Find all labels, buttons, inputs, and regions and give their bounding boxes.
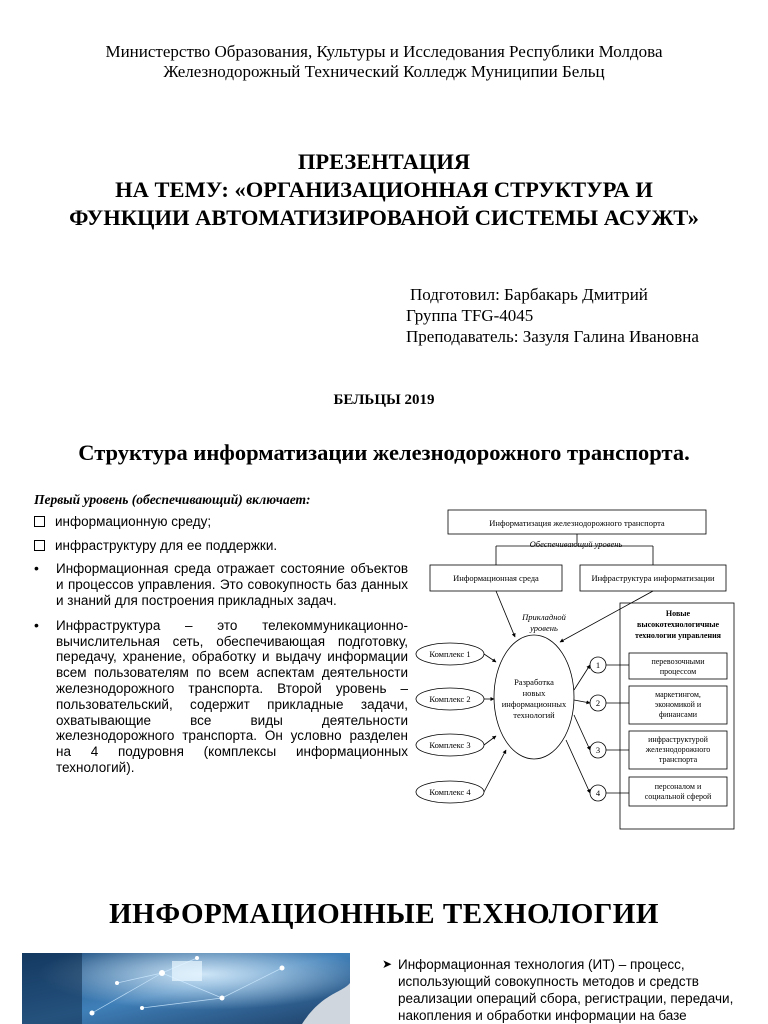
tech-box-label: социальной сферой (644, 792, 712, 801)
number-label: 2 (595, 698, 601, 708)
presentation-title (0, 148, 768, 232)
square-list-item (34, 538, 408, 554)
ministry-header (0, 42, 768, 82)
tech-box-label: транспорта (658, 755, 698, 764)
title-line: НА ТЕМУ: «ОРГАНИЗАЦИОННАЯ СТРУКТУРА И (115, 177, 653, 202)
slide2-title: Структура информатизации железнодорожного транспорта. (78, 440, 690, 465)
diagram-top-label: Информатизация железнодорожного транспорта (489, 518, 665, 528)
complex-label: Комплекс 1 (429, 649, 471, 659)
author-block (406, 284, 699, 347)
tech-box-label: процессом (659, 667, 697, 676)
complex-label: Комплекс 3 (429, 740, 471, 750)
square-item-text: информационную среду; (55, 513, 212, 529)
arrow-bullet-icon: ➤ (382, 957, 393, 971)
complex-label: Комплекс 2 (429, 694, 471, 704)
bullet-text: Информационная среда отражает состояние объектов и процессов управления. Это совокупность баз данных и знаний для построения прикладных задач. (56, 561, 408, 608)
diagram-level2-label: уровень (530, 623, 558, 633)
new-tech-title: технологии управления (634, 631, 722, 640)
teacher-line: Преподаватель: Зазуля Галина Ивановна (406, 327, 699, 346)
tech-box-label: персоналом и (654, 782, 702, 791)
checkbox-square-icon (34, 516, 45, 527)
number-label: 1 (595, 660, 601, 670)
tech-box-label: железнодорожного (645, 745, 711, 754)
number-label: 3 (595, 745, 601, 755)
checkbox-square-icon (34, 540, 45, 551)
tech-box-label: инфраструктурой (648, 735, 708, 744)
bullet-dot-icon: • (34, 616, 39, 633)
informatization-diagram (410, 500, 746, 830)
bullet-item (34, 561, 408, 608)
title-line: ПРЕЗЕНТАЦИЯ (297, 149, 471, 174)
group-line: Группа TFG-4045 (406, 306, 534, 325)
square-list-item (34, 514, 408, 530)
tech-box-label: маркетингом, (655, 690, 701, 699)
new-tech-title: Новые (665, 609, 691, 618)
network-technology-image (22, 953, 350, 1024)
ministry-line: Министерство Образования, Культуры и Исследования Республики Молдова (105, 42, 663, 61)
center-label: Разработка (514, 677, 554, 687)
tech-box-label: финансами (658, 710, 698, 719)
bullet-item (34, 618, 408, 776)
complex-label: Комплекс 4 (429, 787, 471, 797)
it-definition (382, 956, 747, 1024)
author-line: Подготовил: Барбакарь Дмитрий (410, 285, 648, 304)
number-label: 4 (595, 788, 601, 798)
city-year: БЕЛЬЦЫ 2019 (333, 392, 435, 408)
first-level-heading: Первый уровень (обеспечивающий) включает: (34, 492, 311, 507)
new-tech-title: высокотехнологичные (637, 620, 719, 629)
bullet-text: Инфраструктура – это телекоммуникационно-вычислительная сеть, обеспечивающая подготовку, передачу, хранение, обработку и выдачу информации всем пользователям по всем аспектам деятельности железнодорожного транспорта. Второй уровень – пользовательский, содержит прикладные задачи, охватывающие все виды деятельности железнодорожного транспорта. Он условно разделен на 4 подуровня (комплексы информационных технологий). (56, 617, 408, 775)
slide3-title: ИНФОРМАЦИОННЫЕ ТЕХНОЛОГИИ (109, 898, 659, 930)
bullet-dot-icon: • (34, 560, 39, 577)
it-definition-text: Информационная технология (ИТ) – процесс, использующий совокупность методов и средств реализации операций сбора, регистрации, передачи, накопления и обработки информации на базе (398, 957, 734, 1023)
tech-box-label: перевозочными (651, 657, 705, 666)
title-line: ФУНКЦИИ АВТОМАТИЗИРОВАНОЙ СИСТЕМЫ АСУЖТ» (69, 205, 699, 230)
center-label: технологий (513, 710, 555, 720)
structure-text (34, 492, 408, 785)
diagram-level1-label: Обеспечивающий уровень (529, 539, 623, 549)
diagram-level2-label: Прикладной (522, 612, 566, 622)
diagram-infra-label: Инфраструктура информатизации (591, 573, 715, 583)
center-label: новых (522, 688, 546, 698)
tech-box-label: экономикой и (654, 700, 702, 709)
college-line: Железнодорожный Технический Колледж Муниципии Бельц (163, 62, 605, 81)
diagram-env-label: Информационная среда (453, 573, 539, 583)
center-label: информационных (501, 699, 567, 709)
square-item-text: инфраструктуру для ее поддержки. (55, 537, 278, 553)
